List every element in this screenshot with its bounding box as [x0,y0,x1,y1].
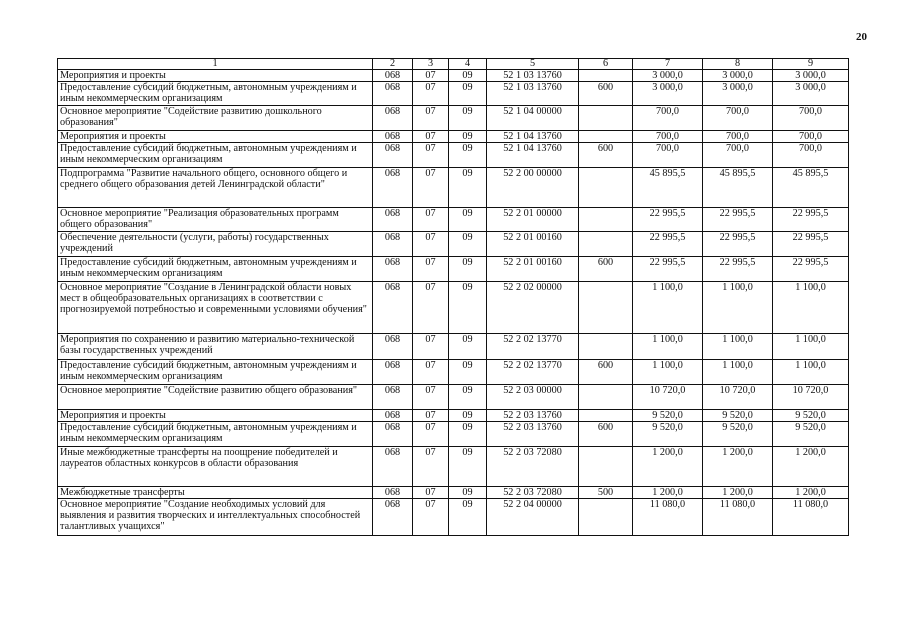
amount-year2-cell: 1 200,0 [703,487,773,499]
header-cell: 6 [579,59,633,70]
expense-type-cell: 500 [579,487,633,499]
section-cell: 07 [413,410,449,422]
amount-year2-cell: 3 000,0 [703,82,773,106]
subsection-cell: 09 [449,334,487,360]
target-article-cell: 52 1 03 13760 [487,82,579,106]
table-row [58,447,849,487]
row-name-cell: Межбюджетные трансферты [58,487,373,499]
table-row [58,82,849,106]
target-article-cell: 52 2 01 00160 [487,257,579,282]
ministry-code-cell: 068 [373,487,413,499]
ministry-code-cell: 068 [373,447,413,487]
section-cell: 07 [413,282,449,334]
ministry-code-cell: 068 [373,82,413,106]
section-cell: 07 [413,422,449,447]
target-article-cell: 52 2 03 13760 [487,410,579,422]
row-name-cell: Обеспечение деятельности (услуги, работы) государственных учреждений [58,232,373,257]
table-row [58,487,849,499]
row-name-cell: Предоставление субсидий бюджетным, автономным учреждениям и иным некоммерческим организациям [58,422,373,447]
subsection-cell: 09 [449,499,487,536]
amount-year3-cell: 1 200,0 [773,487,849,499]
amount-year1-cell: 700,0 [633,143,703,168]
section-cell: 07 [413,70,449,82]
row-name-cell: Мероприятия по сохранению и развитию материально-технической базы государственных учреждений [58,334,373,360]
amount-year1-cell: 10 720,0 [633,385,703,410]
subsection-cell: 09 [449,410,487,422]
table-row [58,143,849,168]
table-row [58,257,849,282]
ministry-code-cell: 068 [373,257,413,282]
amount-year3-cell: 9 520,0 [773,422,849,447]
subsection-cell: 09 [449,70,487,82]
amount-year2-cell: 10 720,0 [703,385,773,410]
row-name-cell: Основное мероприятие "Создание в Ленинградской области новых мест в общеобразовательных организациях в соответствии с прогнозируемой потребностью и современными условиями обучения" [58,282,373,334]
expense-type-cell [579,499,633,536]
expense-type-cell [579,131,633,143]
section-cell: 07 [413,487,449,499]
target-article-cell: 52 2 00 00000 [487,168,579,208]
target-article-cell: 52 2 02 13770 [487,360,579,385]
expense-type-cell [579,385,633,410]
table-row [58,410,849,422]
amount-year1-cell: 700,0 [633,131,703,143]
table-body [58,59,849,536]
row-name-cell: Основное мероприятие "Содействие развитию дошкольного образования" [58,106,373,131]
table-row [58,208,849,232]
header-cell: 4 [449,59,487,70]
amount-year3-cell: 700,0 [773,143,849,168]
target-article-cell: 52 2 02 00000 [487,282,579,334]
amount-year1-cell: 22 995,5 [633,208,703,232]
subsection-cell: 09 [449,282,487,334]
subsection-cell: 09 [449,257,487,282]
row-name-cell: Мероприятия и проекты [58,131,373,143]
amount-year1-cell: 1 200,0 [633,447,703,487]
amount-year1-cell: 3 000,0 [633,82,703,106]
expense-type-cell: 600 [579,82,633,106]
section-cell: 07 [413,208,449,232]
subsection-cell: 09 [449,82,487,106]
expense-type-cell: 600 [579,422,633,447]
section-cell: 07 [413,257,449,282]
amount-year1-cell: 22 995,5 [633,232,703,257]
amount-year2-cell: 11 080,0 [703,499,773,536]
amount-year2-cell: 22 995,5 [703,257,773,282]
section-cell: 07 [413,232,449,257]
amount-year2-cell: 700,0 [703,131,773,143]
amount-year3-cell: 3 000,0 [773,82,849,106]
amount-year2-cell: 22 995,5 [703,232,773,257]
section-cell: 07 [413,106,449,131]
amount-year3-cell: 700,0 [773,131,849,143]
subsection-cell: 09 [449,385,487,410]
section-cell: 07 [413,82,449,106]
ministry-code-cell: 068 [373,208,413,232]
table-row [58,70,849,82]
section-cell: 07 [413,360,449,385]
amount-year2-cell: 700,0 [703,143,773,168]
ministry-code-cell: 068 [373,410,413,422]
amount-year1-cell: 9 520,0 [633,422,703,447]
target-article-cell: 52 2 03 72080 [487,447,579,487]
section-cell: 07 [413,334,449,360]
ministry-code-cell: 068 [373,334,413,360]
amount-year2-cell: 45 895,5 [703,168,773,208]
table-header-row [58,59,849,70]
ministry-code-cell: 068 [373,70,413,82]
amount-year3-cell: 1 100,0 [773,334,849,360]
row-name-cell: Мероприятия и проекты [58,410,373,422]
amount-year2-cell: 1 200,0 [703,447,773,487]
section-cell: 07 [413,499,449,536]
amount-year2-cell: 1 100,0 [703,360,773,385]
expense-type-cell: 600 [579,257,633,282]
subsection-cell: 09 [449,232,487,257]
amount-year3-cell: 22 995,5 [773,208,849,232]
expense-type-cell [579,334,633,360]
table-row [58,334,849,360]
amount-year3-cell: 3 000,0 [773,70,849,82]
subsection-cell: 09 [449,487,487,499]
amount-year2-cell: 3 000,0 [703,70,773,82]
expense-type-cell [579,208,633,232]
row-name-cell: Основное мероприятие "Реализация образовательных программ общего образования" [58,208,373,232]
amount-year2-cell: 700,0 [703,106,773,131]
section-cell: 07 [413,447,449,487]
ministry-code-cell: 068 [373,282,413,334]
row-name-cell: Предоставление субсидий бюджетным, автономным учреждениям и иным некоммерческим организациям [58,82,373,106]
target-article-cell: 52 1 04 13760 [487,131,579,143]
ministry-code-cell: 068 [373,106,413,131]
header-cell: 5 [487,59,579,70]
subsection-cell: 09 [449,208,487,232]
table-row [58,131,849,143]
header-cell: 9 [773,59,849,70]
ministry-code-cell: 068 [373,385,413,410]
expense-type-cell [579,410,633,422]
table-row [58,422,849,447]
expense-type-cell [579,282,633,334]
amount-year3-cell: 1 100,0 [773,360,849,385]
amount-year3-cell: 9 520,0 [773,410,849,422]
amount-year1-cell: 1 100,0 [633,334,703,360]
amount-year3-cell: 700,0 [773,106,849,131]
ministry-code-cell: 068 [373,143,413,168]
expense-type-cell [579,447,633,487]
target-article-cell: 52 2 03 13760 [487,422,579,447]
table-row [58,168,849,208]
amount-year1-cell: 1 100,0 [633,282,703,334]
row-name-cell: Предоставление субсидий бюджетным, автономным учреждениям и иным некоммерческим организациям [58,360,373,385]
expense-type-cell [579,168,633,208]
table-row [58,360,849,385]
expense-type-cell: 600 [579,143,633,168]
expense-type-cell [579,106,633,131]
subsection-cell: 09 [449,447,487,487]
subsection-cell: 09 [449,143,487,168]
amount-year3-cell: 22 995,5 [773,232,849,257]
header-cell: 1 [58,59,373,70]
table-row [58,499,849,536]
row-name-cell: Мероприятия и проекты [58,70,373,82]
amount-year1-cell: 22 995,5 [633,257,703,282]
amount-year2-cell: 9 520,0 [703,422,773,447]
ministry-code-cell: 068 [373,360,413,385]
amount-year3-cell: 22 995,5 [773,257,849,282]
ministry-code-cell: 068 [373,168,413,208]
section-cell: 07 [413,168,449,208]
table-row [58,232,849,257]
expense-type-cell [579,70,633,82]
header-cell: 3 [413,59,449,70]
target-article-cell: 52 2 03 00000 [487,385,579,410]
table-row [58,106,849,131]
amount-year1-cell: 45 895,5 [633,168,703,208]
expense-type-cell: 600 [579,360,633,385]
section-cell: 07 [413,143,449,168]
subsection-cell: 09 [449,131,487,143]
row-name-cell: Основное мероприятие "Содействие развитию общего образования" [58,385,373,410]
header-cell: 2 [373,59,413,70]
row-name-cell: Подпрограмма "Развитие начального общего, основного общего и среднего общего образования детей Ленинградской области" [58,168,373,208]
amount-year3-cell: 1 100,0 [773,282,849,334]
amount-year3-cell: 11 080,0 [773,499,849,536]
row-name-cell: Иные межбюджетные трансферты на поощрение победителей и лауреатов областных конкурсов в области образования [58,447,373,487]
subsection-cell: 09 [449,168,487,208]
ministry-code-cell: 068 [373,232,413,257]
header-cell: 7 [633,59,703,70]
amount-year2-cell: 22 995,5 [703,208,773,232]
amount-year1-cell: 3 000,0 [633,70,703,82]
amount-year1-cell: 700,0 [633,106,703,131]
header-cell: 8 [703,59,773,70]
amount-year3-cell: 10 720,0 [773,385,849,410]
section-cell: 07 [413,385,449,410]
target-article-cell: 52 1 04 00000 [487,106,579,131]
ministry-code-cell: 068 [373,422,413,447]
row-name-cell: Предоставление субсидий бюджетным, автономным учреждениям и иным некоммерческим организациям [58,143,373,168]
amount-year3-cell: 1 200,0 [773,447,849,487]
amount-year2-cell: 1 100,0 [703,282,773,334]
ministry-code-cell: 068 [373,131,413,143]
amount-year1-cell: 9 520,0 [633,410,703,422]
expense-type-cell [579,232,633,257]
amount-year1-cell: 1 200,0 [633,487,703,499]
target-article-cell: 52 2 01 00160 [487,232,579,257]
ministry-code-cell: 068 [373,499,413,536]
section-cell: 07 [413,131,449,143]
amount-year2-cell: 1 100,0 [703,334,773,360]
subsection-cell: 09 [449,360,487,385]
page-number: 20 [856,31,867,43]
target-article-cell: 52 1 03 13760 [487,70,579,82]
amount-year1-cell: 11 080,0 [633,499,703,536]
row-name-cell: Основное мероприятие "Создание необходимых условий для выявления и развития творческих и интеллектуальных способностей талантливых учащихся" [58,499,373,536]
target-article-cell: 52 2 02 13770 [487,334,579,360]
target-article-cell: 52 2 04 00000 [487,499,579,536]
subsection-cell: 09 [449,422,487,447]
amount-year3-cell: 45 895,5 [773,168,849,208]
amount-year2-cell: 9 520,0 [703,410,773,422]
subsection-cell: 09 [449,106,487,131]
amount-year1-cell: 1 100,0 [633,360,703,385]
target-article-cell: 52 2 01 00000 [487,208,579,232]
row-name-cell: Предоставление субсидий бюджетным, автономным учреждениям и иным некоммерческим организациям [58,257,373,282]
target-article-cell: 52 1 04 13760 [487,143,579,168]
target-article-cell: 52 2 03 72080 [487,487,579,499]
table-row [58,282,849,334]
table-row [58,385,849,410]
budget-table [57,58,849,536]
